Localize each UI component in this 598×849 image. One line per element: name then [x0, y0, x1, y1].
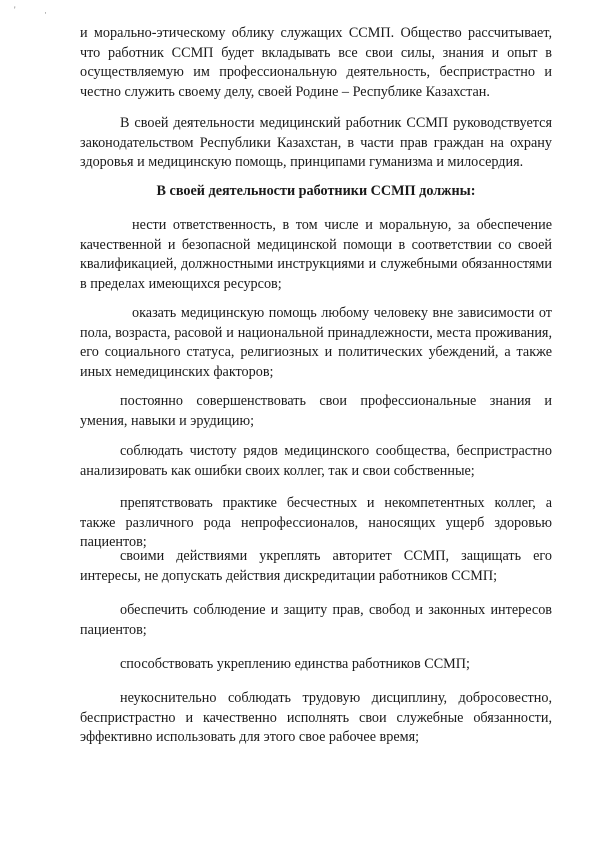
duty-item-authority: своими действиями укреплять авторитет ССМП, защищать его интересы, не допускать действия дискредитации работников ССМП; [80, 548, 552, 584]
duty-item-patient-rights: обеспечить соблюдение и защиту прав, свобод и законных интересов пациентов; [80, 602, 552, 638]
duty-item-unity: способствовать укреплению единства работников ССМП; [120, 656, 470, 672]
duty-item-prevent-malpractice: препятствовать практике бесчестных и некомпетентных коллег, а также различного рода непрофессионалов, наносящих ущерб здоровью пациентов; [80, 495, 552, 550]
scan-artifact-dot: · [44, 8, 47, 18]
scan-artifact-mark: ' [14, 5, 16, 15]
duty-item-responsibility: нести ответственность, в том числе и моральную, за обеспечение качественной и безопасной медицинской помощи в соответствии со своей квалификацией, должностными инструкциями и служебными обязанностями в пределах имеющихся ресурсов; [80, 217, 552, 292]
duty-item-medical-help: оказать медицинскую помощь любому человеку вне зависимости от пола, возраста, расовой и национальной принадлежности, места проживания, его социального статуса, религиозных и политических убеждений, а также иных немедицинских факторов; [80, 305, 552, 380]
section-heading-duties: В своей деятельности работники ССМП должны: [156, 183, 476, 199]
duty-item-discipline: неукоснительно соблюдать трудовую дисциплину, добросовестно, беспристрастно и качественно исполнять свои служебные обязанности, эффективно использовать для этого свое рабочее время; [80, 690, 552, 745]
duty-item-community-purity: соблюдать чистоту рядов медицинского сообщества, беспристрастно анализировать как ошибки своих коллег, так и свои собственные; [80, 443, 552, 479]
paragraph-intro-continuation: и морально-этическому облику служащих ССМП. Общество рассчитывает, что работник ССМП будет вкладывать все свои силы, знания и опыт в осуществляемую им профессиональную деятельность, беспристрастно и честно служить своему делу, своей Родине – Республике Казахстан. [80, 25, 552, 100]
paragraph-legislation: В своей деятельности медицинский работник ССМП руководствуется законодательством Республики Казахстан, в части прав граждан на охрану здоровья и медицинскую помощь, принципами гуманизма и милосердия. [80, 115, 552, 170]
duty-item-self-improvement: постоянно совершенствовать свои профессиональные знания и умения, навыки и эрудицию; [80, 393, 552, 429]
